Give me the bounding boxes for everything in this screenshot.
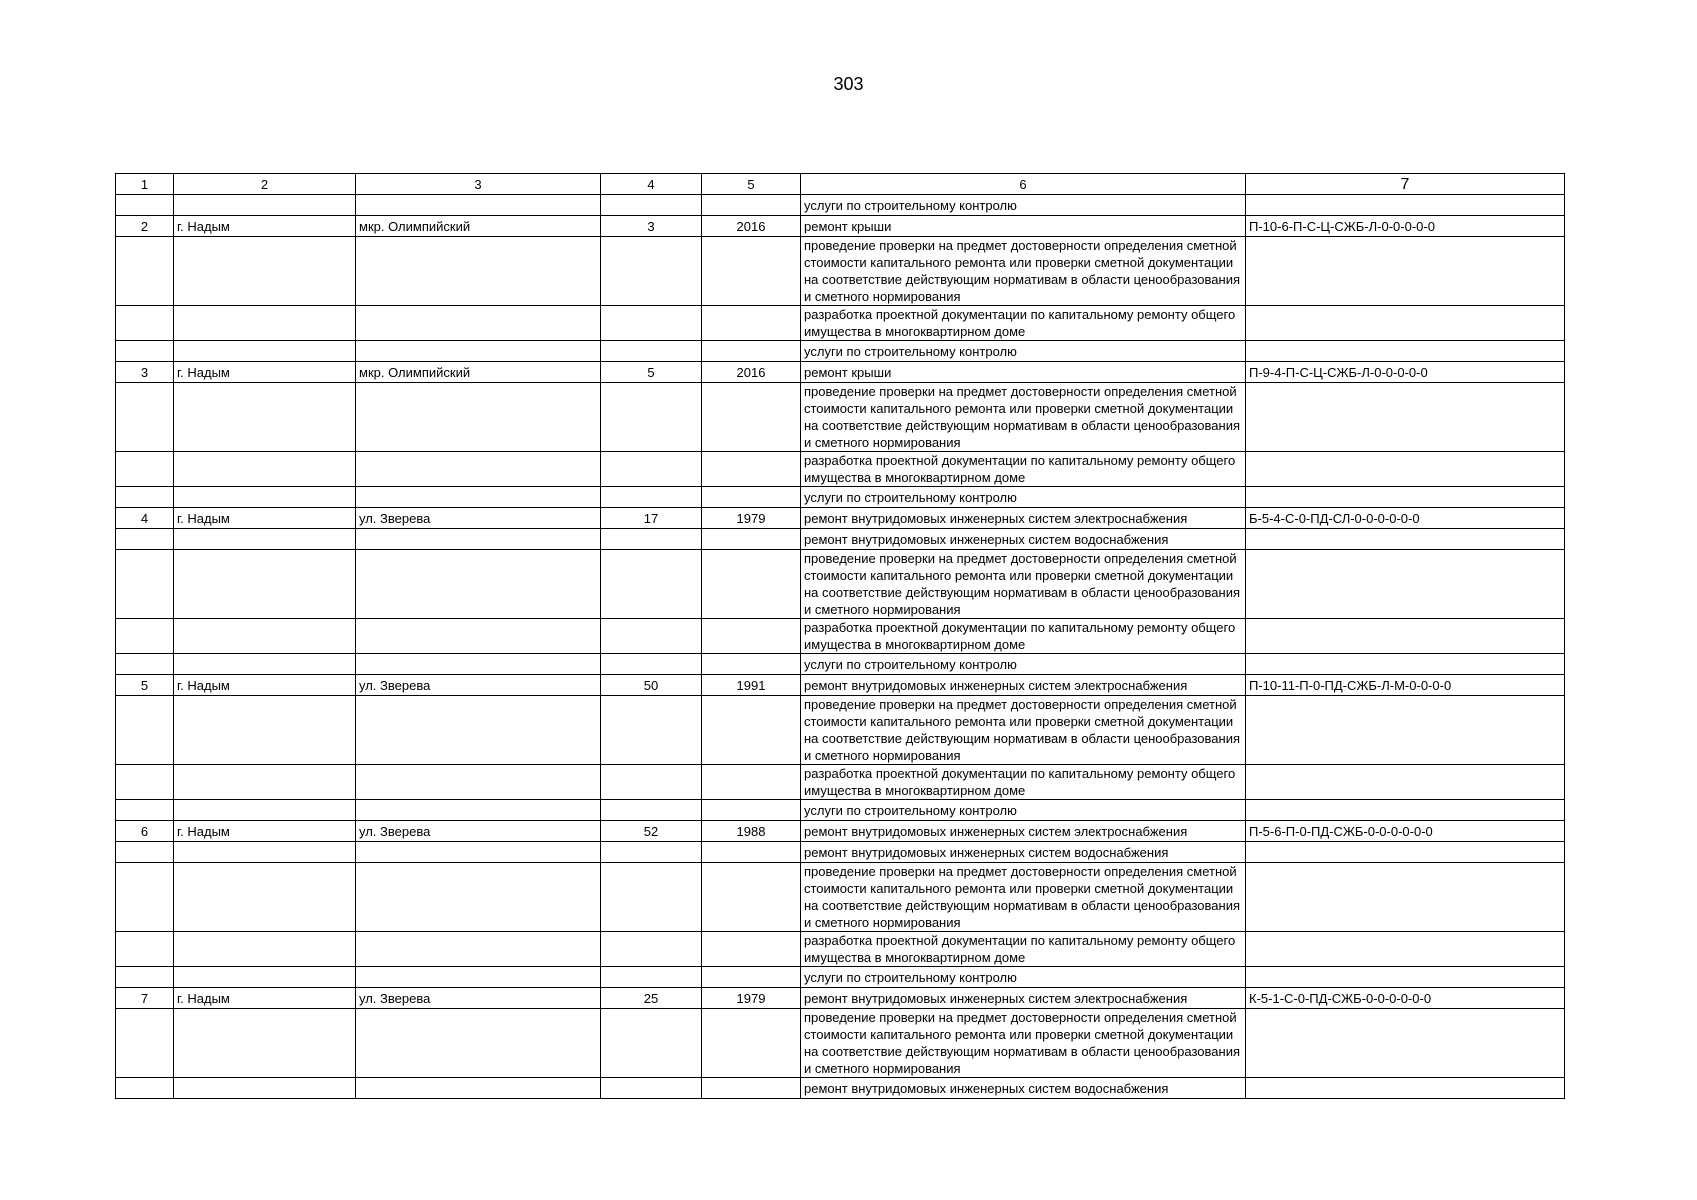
year-cell <box>702 800 801 821</box>
row-number-cell <box>116 932 174 967</box>
work-type-cell: проведение проверки на предмет достоверности определения сметной стоимости капитального ремонта или проверки сметной документации на соответствие действующим нормативам в области ценообразования и сметного нормирования <box>801 863 1246 932</box>
header-cell-3: 3 <box>356 174 601 195</box>
year-cell <box>702 932 801 967</box>
city-cell <box>174 1009 356 1078</box>
table-row <box>116 696 1565 765</box>
house-number-cell: 3 <box>601 216 702 237</box>
table-row <box>116 237 1565 306</box>
house-number-cell <box>601 654 702 675</box>
header-cell-1: 1 <box>116 174 174 195</box>
table-row <box>116 619 1565 654</box>
house-code-cell: П-9-4-П-С-Ц-СЖБ-Л-0-0-0-0-0 <box>1246 362 1565 383</box>
house-code-cell <box>1246 842 1565 863</box>
work-type-cell: услуги по строительному контролю <box>801 487 1246 508</box>
row-number-cell <box>116 237 174 306</box>
city-cell <box>174 195 356 216</box>
table-row <box>116 863 1565 932</box>
work-type-cell: услуги по строительному контролю <box>801 800 1246 821</box>
district-street-cell: ул. Зверева <box>356 988 601 1009</box>
header-cell-7: 7 <box>1246 174 1565 195</box>
row-number-cell <box>116 487 174 508</box>
table-row <box>116 932 1565 967</box>
district-street-cell <box>356 487 601 508</box>
district-street-cell <box>356 842 601 863</box>
house-code-cell <box>1246 765 1565 800</box>
row-number-cell <box>116 195 174 216</box>
district-street-cell <box>356 967 601 988</box>
work-type-cell: ремонт крыши <box>801 362 1246 383</box>
house-code-cell <box>1246 452 1565 487</box>
house-code-cell <box>1246 800 1565 821</box>
row-number-cell <box>116 452 174 487</box>
work-type-cell: услуги по строительному контролю <box>801 654 1246 675</box>
house-code-cell: К-5-1-С-0-ПД-СЖБ-0-0-0-0-0-0 <box>1246 988 1565 1009</box>
city-cell <box>174 967 356 988</box>
district-street-cell <box>356 550 601 619</box>
house-number-cell <box>601 696 702 765</box>
table-row <box>116 383 1565 452</box>
header-cell-5: 5 <box>702 174 801 195</box>
district-street-cell <box>356 800 601 821</box>
house-number-cell <box>601 1009 702 1078</box>
district-street-cell: ул. Зверева <box>356 675 601 696</box>
house-code-cell <box>1246 696 1565 765</box>
work-type-cell: проведение проверки на предмет достоверности определения сметной стоимости капитального ремонта или проверки сметной документации на соответствие действующим нормативам в области ценообразования и сметного нормирования <box>801 383 1246 452</box>
house-code-cell: П-10-11-П-0-ПД-СЖБ-Л-М-0-0-0-0 <box>1246 675 1565 696</box>
work-type-cell: разработка проектной документации по капитальному ремонту общего имущества в многоквартирном доме <box>801 765 1246 800</box>
work-type-cell: разработка проектной документации по капитальному ремонту общего имущества в многоквартирном доме <box>801 619 1246 654</box>
table-row <box>116 842 1565 863</box>
city-cell <box>174 529 356 550</box>
row-number-cell: 7 <box>116 988 174 1009</box>
year-cell <box>702 765 801 800</box>
row-number-cell: 4 <box>116 508 174 529</box>
year-cell <box>702 967 801 988</box>
house-code-cell <box>1246 383 1565 452</box>
year-cell: 1979 <box>702 508 801 529</box>
table-row <box>116 195 1565 216</box>
house-code-cell: Б-5-4-С-0-ПД-СЛ-0-0-0-0-0-0 <box>1246 508 1565 529</box>
city-cell <box>174 765 356 800</box>
repair-registry-table <box>115 173 1565 1099</box>
house-number-cell <box>601 237 702 306</box>
house-number-cell <box>601 383 702 452</box>
row-number-cell <box>116 383 174 452</box>
district-street-cell <box>356 765 601 800</box>
row-number-cell <box>116 654 174 675</box>
city-cell <box>174 863 356 932</box>
table-row <box>116 341 1565 362</box>
house-number-cell <box>601 529 702 550</box>
city-cell <box>174 696 356 765</box>
work-type-cell: проведение проверки на предмет достоверности определения сметной стоимости капитального ремонта или проверки сметной документации на соответствие действующим нормативам в области ценообразования и сметного нормирования <box>801 237 1246 306</box>
table-row <box>116 765 1565 800</box>
city-cell <box>174 550 356 619</box>
work-type-cell: ремонт внутридомовых инженерных систем водоснабжения <box>801 842 1246 863</box>
district-street-cell <box>356 452 601 487</box>
table-header-row <box>116 174 1565 195</box>
row-number-cell: 2 <box>116 216 174 237</box>
house-code-cell <box>1246 195 1565 216</box>
row-number-cell <box>116 863 174 932</box>
district-street-cell: мкр. Олимпийский <box>356 362 601 383</box>
work-type-cell: проведение проверки на предмет достоверности определения сметной стоимости капитального ремонта или проверки сметной документации на соответствие действующим нормативам в области ценообразования и сметного нормирования <box>801 550 1246 619</box>
work-type-cell: разработка проектной документации по капитальному ремонту общего имущества в многоквартирном доме <box>801 452 1246 487</box>
work-type-cell: ремонт внутридомовых инженерных систем электроснабжения <box>801 675 1246 696</box>
district-street-cell <box>356 696 601 765</box>
row-number-cell <box>116 1009 174 1078</box>
row-number-cell <box>116 306 174 341</box>
house-code-cell <box>1246 237 1565 306</box>
table-row <box>116 306 1565 341</box>
row-number-cell <box>116 550 174 619</box>
house-number-cell <box>601 619 702 654</box>
house-code-cell <box>1246 487 1565 508</box>
house-code-cell <box>1246 529 1565 550</box>
header-cell-6: 6 <box>801 174 1246 195</box>
table-body <box>116 174 1565 1099</box>
year-cell <box>702 237 801 306</box>
work-type-cell: ремонт внутридомовых инженерных систем водоснабжения <box>801 529 1246 550</box>
district-street-cell: мкр. Олимпийский <box>356 216 601 237</box>
district-street-cell <box>356 383 601 452</box>
city-cell: г. Надым <box>174 508 356 529</box>
year-cell <box>702 306 801 341</box>
table-row <box>116 487 1565 508</box>
table-row <box>116 988 1565 1009</box>
house-number-cell <box>601 452 702 487</box>
house-number-cell: 52 <box>601 821 702 842</box>
house-number-cell <box>601 1078 702 1099</box>
city-cell <box>174 842 356 863</box>
year-cell: 2016 <box>702 362 801 383</box>
district-street-cell <box>356 306 601 341</box>
header-cell-2: 2 <box>174 174 356 195</box>
work-type-cell: услуги по строительному контролю <box>801 341 1246 362</box>
row-number-cell <box>116 967 174 988</box>
house-number-cell <box>601 550 702 619</box>
year-cell <box>702 529 801 550</box>
city-cell <box>174 306 356 341</box>
table-row <box>116 216 1565 237</box>
city-cell: г. Надым <box>174 216 356 237</box>
house-code-cell <box>1246 863 1565 932</box>
table-row <box>116 452 1565 487</box>
house-number-cell <box>601 967 702 988</box>
house-number-cell: 17 <box>601 508 702 529</box>
year-cell <box>702 696 801 765</box>
year-cell <box>702 487 801 508</box>
district-street-cell <box>356 341 601 362</box>
house-number-cell <box>601 765 702 800</box>
header-cell-4: 4 <box>601 174 702 195</box>
row-number-cell <box>116 800 174 821</box>
table-row <box>116 821 1565 842</box>
house-code-cell <box>1246 550 1565 619</box>
table-row <box>116 529 1565 550</box>
table-row <box>116 675 1565 696</box>
house-code-cell <box>1246 619 1565 654</box>
work-type-cell: разработка проектной документации по капитальному ремонту общего имущества в многоквартирном доме <box>801 306 1246 341</box>
year-cell <box>702 1009 801 1078</box>
table-row <box>116 1078 1565 1099</box>
row-number-cell: 6 <box>116 821 174 842</box>
district-street-cell <box>356 863 601 932</box>
city-cell: г. Надым <box>174 675 356 696</box>
city-cell <box>174 237 356 306</box>
house-code-cell: П-10-6-П-С-Ц-СЖБ-Л-0-0-0-0-0 <box>1246 216 1565 237</box>
work-type-cell: ремонт внутридомовых инженерных систем электроснабжения <box>801 988 1246 1009</box>
work-type-cell: услуги по строительному контролю <box>801 195 1246 216</box>
house-code-cell <box>1246 654 1565 675</box>
work-type-cell: ремонт внутридомовых инженерных систем электроснабжения <box>801 508 1246 529</box>
district-street-cell <box>356 619 601 654</box>
work-type-cell: ремонт внутридомовых инженерных систем водоснабжения <box>801 1078 1246 1099</box>
house-number-cell <box>601 195 702 216</box>
table-row <box>116 967 1565 988</box>
row-number-cell <box>116 341 174 362</box>
house-number-cell <box>601 487 702 508</box>
house-number-cell <box>601 932 702 967</box>
year-cell: 1979 <box>702 988 801 1009</box>
work-type-cell: проведение проверки на предмет достоверности определения сметной стоимости капитального ремонта или проверки сметной документации на соответствие действующим нормативам в области ценообразования и сметного нормирования <box>801 1009 1246 1078</box>
district-street-cell: ул. Зверева <box>356 821 601 842</box>
table-row <box>116 654 1565 675</box>
house-code-cell <box>1246 932 1565 967</box>
year-cell <box>702 619 801 654</box>
house-number-cell: 5 <box>601 362 702 383</box>
house-number-cell: 25 <box>601 988 702 1009</box>
year-cell <box>702 550 801 619</box>
row-number-cell: 5 <box>116 675 174 696</box>
table-row <box>116 550 1565 619</box>
year-cell: 1991 <box>702 675 801 696</box>
district-street-cell <box>356 1009 601 1078</box>
house-code-cell <box>1246 967 1565 988</box>
house-number-cell <box>601 800 702 821</box>
work-type-cell: ремонт внутридомовых инженерных систем электроснабжения <box>801 821 1246 842</box>
year-cell <box>702 842 801 863</box>
year-cell <box>702 195 801 216</box>
district-street-cell <box>356 529 601 550</box>
city-cell <box>174 654 356 675</box>
year-cell: 1988 <box>702 821 801 842</box>
row-number-cell <box>116 696 174 765</box>
house-number-cell <box>601 842 702 863</box>
house-number-cell <box>601 863 702 932</box>
house-code-cell <box>1246 1078 1565 1099</box>
page-number: 303 <box>833 74 864 94</box>
year-cell <box>702 383 801 452</box>
city-cell <box>174 619 356 654</box>
city-cell <box>174 383 356 452</box>
row-number-cell <box>116 529 174 550</box>
city-cell: г. Надым <box>174 362 356 383</box>
work-type-cell: ремонт крыши <box>801 216 1246 237</box>
district-street-cell <box>356 195 601 216</box>
house-number-cell: 50 <box>601 675 702 696</box>
city-cell <box>174 1078 356 1099</box>
year-cell: 2016 <box>702 216 801 237</box>
district-street-cell <box>356 1078 601 1099</box>
table-row <box>116 1009 1565 1078</box>
work-type-cell: проведение проверки на предмет достоверности определения сметной стоимости капитального ремонта или проверки сметной документации на соответствие действующим нормативам в области ценообразования и сметного нормирования <box>801 696 1246 765</box>
table-row <box>116 508 1565 529</box>
work-type-cell: разработка проектной документации по капитальному ремонту общего имущества в многоквартирном доме <box>801 932 1246 967</box>
table-row <box>116 362 1565 383</box>
year-cell <box>702 863 801 932</box>
row-number-cell: 3 <box>116 362 174 383</box>
district-street-cell <box>356 932 601 967</box>
city-cell <box>174 487 356 508</box>
year-cell <box>702 341 801 362</box>
row-number-cell <box>116 765 174 800</box>
house-code-cell <box>1246 306 1565 341</box>
house-code-cell <box>1246 341 1565 362</box>
row-number-cell <box>116 1078 174 1099</box>
city-cell <box>174 932 356 967</box>
house-code-cell <box>1246 1009 1565 1078</box>
district-street-cell <box>356 237 601 306</box>
district-street-cell: ул. Зверева <box>356 508 601 529</box>
year-cell <box>702 1078 801 1099</box>
row-number-cell <box>116 619 174 654</box>
city-cell <box>174 800 356 821</box>
city-cell <box>174 452 356 487</box>
year-cell <box>702 452 801 487</box>
table-row <box>116 800 1565 821</box>
city-cell <box>174 341 356 362</box>
year-cell <box>702 654 801 675</box>
house-code-cell: П-5-6-П-0-ПД-СЖБ-0-0-0-0-0-0 <box>1246 821 1565 842</box>
house-number-cell <box>601 341 702 362</box>
city-cell: г. Надым <box>174 988 356 1009</box>
row-number-cell <box>116 842 174 863</box>
house-number-cell <box>601 306 702 341</box>
work-type-cell: услуги по строительному контролю <box>801 967 1246 988</box>
city-cell: г. Надым <box>174 821 356 842</box>
district-street-cell <box>356 654 601 675</box>
